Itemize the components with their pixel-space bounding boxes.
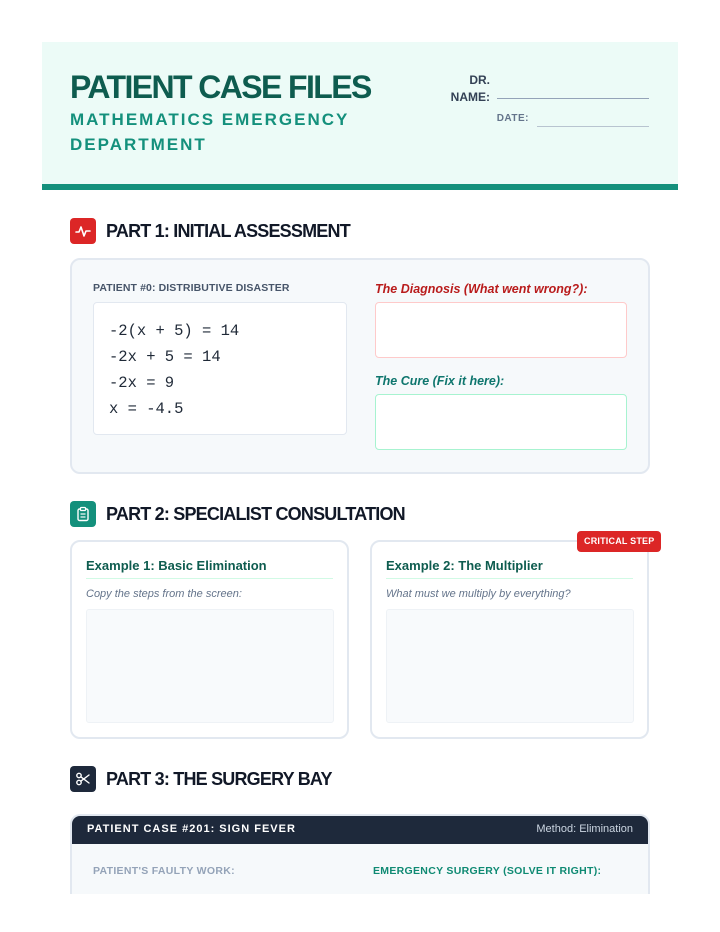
cure-input-box[interactable]	[375, 394, 627, 450]
example1-prompt: Copy the steps from the screen:	[86, 588, 242, 600]
dr-name-field[interactable]	[497, 98, 649, 99]
example1-answer-area[interactable]	[86, 609, 334, 723]
case-method: Method: Elimination	[536, 823, 633, 835]
case-header-bar	[72, 816, 648, 844]
page-subtitle: MATHEMATICS EMERGENCY DEPARTMENT	[70, 110, 350, 154]
surgery-label: EMERGENCY SURGERY (SOLVE IT RIGHT):	[373, 865, 602, 877]
work-line: -2x + 5 = 14	[109, 348, 221, 366]
pulse-icon	[70, 218, 96, 244]
work-line: -2x = 9	[109, 374, 175, 392]
part2-title: PART 2: SPECIALIST CONSULTATION	[106, 503, 405, 524]
diagnosis-input-box[interactable]	[375, 302, 627, 358]
example2-prompt: What must we multiply by everything?	[386, 588, 571, 600]
divider	[86, 578, 333, 579]
example1-card	[70, 540, 349, 739]
scissors-icon	[70, 766, 96, 792]
date-label: DATE:	[496, 113, 529, 124]
part3-title: PART 3: THE SURGERY BAY	[106, 768, 332, 789]
initial-assessment-card	[70, 258, 650, 474]
cure-label: The Cure (Fix it here):	[375, 374, 505, 388]
surgery-case-card	[70, 814, 650, 894]
example1-title: Example 1: Basic Elimination	[86, 558, 267, 573]
patient-label: PATIENT #0: DISTRIBUTIVE DISASTER	[93, 282, 290, 294]
example2-card	[370, 540, 649, 739]
part1-header	[70, 218, 350, 244]
patient-work-box	[93, 302, 347, 435]
critical-step-badge: CRITICAL STEP	[577, 531, 661, 552]
divider	[386, 578, 633, 579]
dr-name-label: DR. NAME:	[450, 73, 490, 104]
faulty-work-label: PATIENT'S FAULTY WORK:	[93, 865, 235, 877]
part1-title: PART 1: INITIAL ASSESSMENT	[106, 220, 350, 241]
worksheet-page	[42, 42, 678, 877]
case-title: PATIENT CASE #201: SIGN FEVER	[87, 823, 296, 835]
work-line: x = -4.5	[109, 400, 184, 418]
example2-answer-area[interactable]	[386, 609, 634, 723]
diagnosis-label: The Diagnosis (What went wrong?):	[375, 282, 588, 296]
example2-title: Example 2: The Multiplier	[386, 558, 543, 573]
part2-header	[70, 501, 405, 527]
page-title: PATIENT CASE FILES	[70, 69, 371, 105]
date-field[interactable]	[537, 126, 649, 127]
clipboard-icon	[70, 501, 96, 527]
part3-header	[70, 766, 332, 792]
work-line: -2(x + 5) = 14	[109, 322, 240, 340]
worksheet-header	[42, 42, 678, 190]
